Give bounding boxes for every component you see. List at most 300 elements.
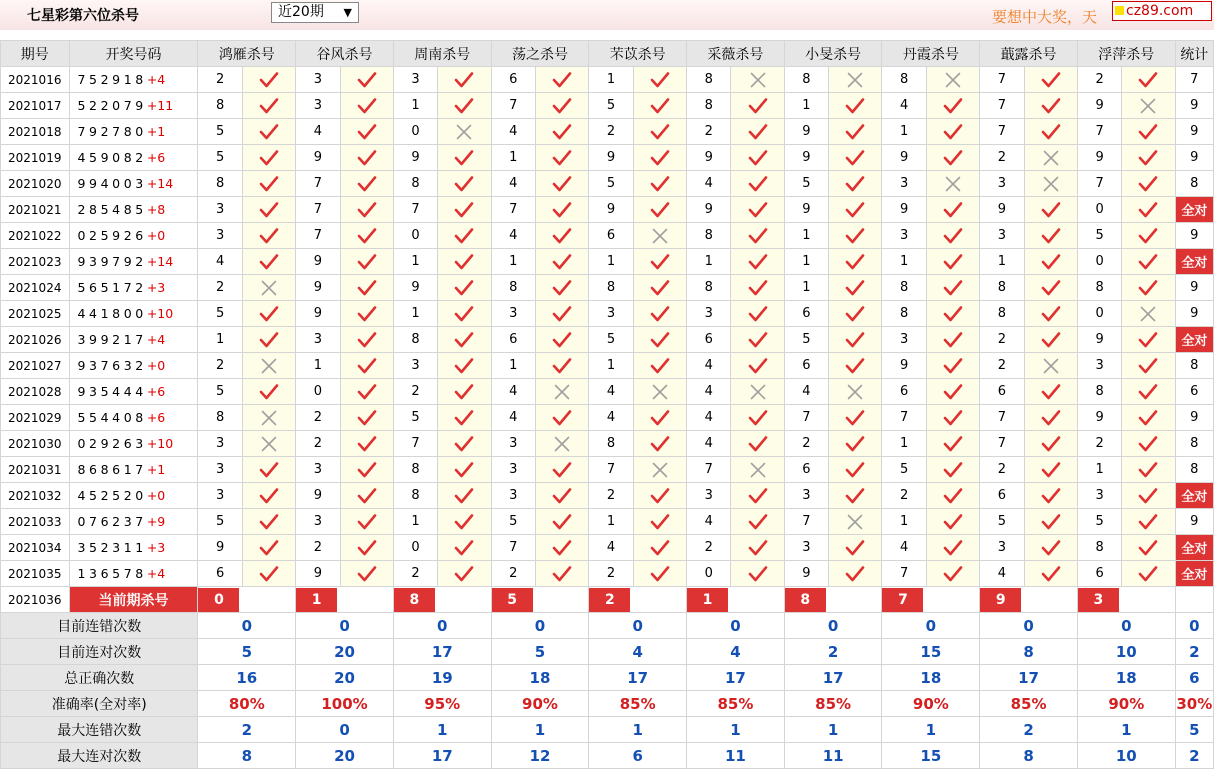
check-icon (259, 461, 279, 479)
column-header[interactable]: 芣苡杀号 (589, 41, 687, 67)
kill-number-cell: 0 (393, 535, 437, 561)
result-cell (438, 353, 491, 379)
kill-number-cell: 2 (589, 561, 633, 587)
draw-digits: 565172 (77, 280, 147, 295)
stat-cell: 9 (1175, 405, 1213, 431)
check-icon (943, 513, 963, 531)
summary-value: 85% (687, 691, 785, 717)
column-header[interactable]: 期号 (1, 41, 70, 67)
result-cell (731, 535, 784, 561)
draw-sum: +4 (146, 332, 166, 347)
result-cell (1024, 483, 1077, 509)
kill-number-cell: 9 (687, 145, 731, 171)
issue-cell: 2021031 (1, 457, 70, 483)
kill-number-cell: 7 (296, 171, 340, 197)
kill-number-cell: 3 (980, 535, 1024, 561)
table-row (1, 535, 1214, 561)
draw-digits: 994003 (77, 176, 147, 191)
check-icon (650, 279, 670, 297)
check-icon (748, 97, 768, 115)
draw-sum: +11 (146, 98, 174, 113)
result-cell (340, 67, 393, 93)
kill-number-cell: 3 (296, 67, 340, 93)
summary-value: 80% (198, 691, 296, 717)
column-header[interactable]: 周南杀号 (393, 41, 491, 67)
check-icon (259, 71, 279, 89)
kill-number-cell: 3 (1077, 353, 1121, 379)
check-icon (943, 409, 963, 427)
result-cell (731, 249, 784, 275)
kill-number-cell: 9 (882, 145, 926, 171)
current-kill-cell (980, 587, 1078, 613)
check-icon (454, 71, 474, 89)
result-cell (242, 171, 295, 197)
result-cell (1024, 405, 1077, 431)
kill-number-cell: 6 (882, 379, 926, 405)
site-badge-text: cz89.com (1126, 3, 1194, 19)
result-cell (1024, 197, 1077, 223)
check-icon (1041, 487, 1061, 505)
current-kill-number: 2 (589, 588, 630, 612)
check-icon (357, 539, 377, 557)
check-icon (259, 383, 279, 401)
kill-number-cell: 9 (1077, 405, 1121, 431)
check-icon (943, 383, 963, 401)
table-row (1, 145, 1214, 171)
cross-icon (845, 513, 865, 531)
kill-number-cell: 3 (491, 301, 535, 327)
kill-number-cell: 3 (980, 171, 1024, 197)
kill-number-cell: 9 (784, 197, 828, 223)
result-cell (633, 457, 686, 483)
check-icon (845, 253, 865, 271)
kill-number-cell: 9 (198, 535, 242, 561)
table-row (1, 405, 1214, 431)
summary-value: 0 (296, 613, 394, 639)
result-cell (731, 67, 784, 93)
summary-value: 1 (882, 717, 980, 743)
result-cell (633, 483, 686, 509)
check-icon (748, 487, 768, 505)
kill-number-cell: 1 (393, 301, 437, 327)
table-row (1, 457, 1214, 483)
summary-value: 17 (784, 665, 882, 691)
result-cell (926, 93, 979, 119)
kill-number-cell: 8 (980, 301, 1024, 327)
summary-value: 85% (980, 691, 1078, 717)
kill-number-cell: 4 (491, 223, 535, 249)
result-cell (731, 327, 784, 353)
kill-number-cell: 9 (393, 275, 437, 301)
kill-number-cell: 9 (784, 145, 828, 171)
check-icon (1041, 227, 1061, 245)
summary-value: 11 (687, 743, 785, 769)
issue-cell: 2021030 (1, 431, 70, 457)
result-cell (926, 67, 979, 93)
summary-value: 15 (882, 743, 980, 769)
kill-number-cell: 8 (784, 67, 828, 93)
result-cell (1122, 119, 1175, 145)
column-header[interactable]: 开奖号码 (69, 41, 198, 67)
column-header[interactable]: 鸿雁杀号 (198, 41, 296, 67)
kill-number-cell: 4 (980, 561, 1024, 587)
check-icon (650, 97, 670, 115)
issue-cell: 2021027 (1, 353, 70, 379)
kill-number-cell: 7 (491, 197, 535, 223)
kill-number-cell: 8 (687, 67, 731, 93)
result-cell (926, 301, 979, 327)
check-icon (748, 357, 768, 375)
result-cell (731, 145, 784, 171)
result-cell (340, 457, 393, 483)
result-cell (242, 483, 295, 509)
kill-number-cell: 6 (589, 223, 633, 249)
draw-sum: +4 (146, 566, 166, 581)
draw-digits: 025926 (77, 228, 147, 243)
result-cell (535, 171, 588, 197)
result-cell (1024, 509, 1077, 535)
result-cell (633, 405, 686, 431)
stat-cell: 7 (1175, 67, 1213, 93)
kill-number-cell: 3 (687, 301, 731, 327)
check-icon (845, 227, 865, 245)
stat-cell: 全对 (1175, 197, 1213, 223)
summary-value: 1 (784, 717, 882, 743)
result-cell (633, 561, 686, 587)
check-icon (650, 539, 670, 557)
result-cell (242, 353, 295, 379)
check-icon (748, 253, 768, 271)
result-cell (926, 561, 979, 587)
result-cell (1024, 119, 1077, 145)
current-kill-number: 8 (394, 588, 435, 612)
kill-number-cell: 8 (980, 275, 1024, 301)
kill-number-cell: 6 (687, 327, 731, 353)
result-cell (926, 327, 979, 353)
summary-value: 10 (1077, 639, 1175, 665)
check-icon (650, 435, 670, 453)
summary-value: 90% (882, 691, 980, 717)
kill-number-cell: 0 (296, 379, 340, 405)
column-header[interactable]: 蕺露杀号 (980, 41, 1078, 67)
check-icon (454, 565, 474, 583)
kill-number-cell: 1 (296, 353, 340, 379)
result-cell (926, 405, 979, 431)
check-icon (845, 487, 865, 505)
summary-value: 20 (296, 665, 394, 691)
result-cell (1122, 561, 1175, 587)
result-cell (829, 171, 882, 197)
kill-number-cell: 7 (296, 197, 340, 223)
result-cell (340, 431, 393, 457)
result-cell (829, 561, 882, 587)
result-cell (242, 145, 295, 171)
kill-number-cell: 2 (1077, 431, 1121, 457)
summary-value: 2 (1175, 639, 1213, 665)
kill-number-cell: 7 (980, 93, 1024, 119)
result-cell (340, 275, 393, 301)
check-icon (650, 71, 670, 89)
summary-value: 5 (1175, 717, 1213, 743)
check-icon (552, 565, 572, 583)
column-header[interactable]: 小旻杀号 (784, 41, 882, 67)
issue-cell: 2021025 (1, 301, 70, 327)
check-icon (1138, 513, 1158, 531)
check-icon (552, 513, 572, 531)
check-icon (357, 123, 377, 141)
result-cell (242, 223, 295, 249)
kill-number-cell: 1 (393, 93, 437, 119)
kill-number-cell: 0 (393, 119, 437, 145)
check-icon (454, 487, 474, 505)
result-cell (242, 301, 295, 327)
summary-value: 15 (882, 639, 980, 665)
kill-number-cell: 8 (393, 171, 437, 197)
draw-digits: 554408 (77, 410, 147, 425)
kill-number-cell: 1 (393, 249, 437, 275)
summary-value: 17 (687, 665, 785, 691)
result-cell (535, 483, 588, 509)
draw-cell (69, 379, 198, 405)
check-icon (650, 357, 670, 375)
result-cell (340, 379, 393, 405)
kill-number-cell: 2 (980, 353, 1024, 379)
site-badge[interactable] (1112, 1, 1212, 21)
summary-label: 目前连错次数 (1, 613, 198, 639)
result-cell (1024, 561, 1077, 587)
check-icon (1138, 123, 1158, 141)
result-cell (1122, 197, 1175, 223)
summary-row (1, 691, 1214, 717)
result-cell (242, 379, 295, 405)
check-icon (943, 357, 963, 375)
current-kill-number: 0 (198, 588, 239, 612)
result-cell (1122, 275, 1175, 301)
kill-number-cell: 2 (589, 483, 633, 509)
summary-value: 19 (393, 665, 491, 691)
check-icon (943, 565, 963, 583)
check-icon (357, 565, 377, 583)
result-cell (926, 171, 979, 197)
cross-icon (1138, 97, 1158, 115)
current-kill-cell (1077, 587, 1175, 613)
draw-cell (69, 327, 198, 353)
check-icon (845, 409, 865, 427)
check-icon (943, 331, 963, 349)
result-cell (633, 93, 686, 119)
kill-number-cell: 3 (882, 223, 926, 249)
table-row (1, 561, 1214, 587)
period-select[interactable] (271, 2, 359, 23)
column-header[interactable]: 谷风杀号 (296, 41, 394, 67)
summary-value: 2 (198, 717, 296, 743)
draw-digits: 076237 (77, 514, 147, 529)
draw-cell (69, 171, 198, 197)
result-cell (340, 93, 393, 119)
kill-number-cell: 1 (784, 223, 828, 249)
result-cell (535, 119, 588, 145)
issue-cell: 2021035 (1, 561, 70, 587)
check-icon (1041, 435, 1061, 453)
draw-digits: 939792 (77, 254, 147, 269)
column-header[interactable]: 浮萍杀号 (1077, 41, 1175, 67)
draw-digits: 136578 (77, 566, 147, 581)
summary-row (1, 613, 1214, 639)
summary-value: 17 (589, 665, 687, 691)
summary-value: 85% (589, 691, 687, 717)
check-icon (259, 97, 279, 115)
draw-sum: +14 (146, 176, 174, 191)
issue-cell: 2021032 (1, 483, 70, 509)
check-icon (259, 149, 279, 167)
result-cell (829, 145, 882, 171)
check-icon (1041, 123, 1061, 141)
kill-number-cell: 8 (589, 275, 633, 301)
check-icon (650, 253, 670, 271)
column-header[interactable]: 荡之杀号 (491, 41, 589, 67)
summary-value: 1 (393, 717, 491, 743)
table-row (1, 93, 1214, 119)
summary-row (1, 743, 1214, 769)
issue-cell: 2021023 (1, 249, 70, 275)
stat-cell: 全对 (1175, 483, 1213, 509)
check-icon (748, 227, 768, 245)
result-cell (829, 509, 882, 535)
check-icon (845, 461, 865, 479)
kill-number-cell: 1 (980, 249, 1024, 275)
stat-cell: 8 (1175, 353, 1213, 379)
result-cell (731, 379, 784, 405)
table-row (1, 301, 1214, 327)
summary-value: 0 (1175, 613, 1213, 639)
kill-number-cell: 3 (687, 483, 731, 509)
summary-value: 0 (491, 613, 589, 639)
check-icon (259, 539, 279, 557)
draw-sum: +3 (146, 540, 166, 555)
check-icon (552, 253, 572, 271)
check-icon (454, 305, 474, 323)
issue-cell: 2021033 (1, 509, 70, 535)
kill-number-cell: 9 (784, 561, 828, 587)
stat-cell: 全对 (1175, 561, 1213, 587)
table-header-row (1, 41, 1214, 67)
summary-value: 90% (491, 691, 589, 717)
check-icon (552, 409, 572, 427)
table-row (1, 275, 1214, 301)
kill-number-cell: 8 (687, 275, 731, 301)
kill-number-cell: 3 (491, 457, 535, 483)
kill-number-cell: 2 (296, 535, 340, 561)
check-icon (259, 513, 279, 531)
check-icon (552, 175, 572, 193)
check-icon (552, 461, 572, 479)
result-cell (535, 457, 588, 483)
kill-number-cell: 1 (784, 93, 828, 119)
summary-value: 0 (296, 717, 394, 743)
check-icon (357, 513, 377, 531)
stat-cell: 全对 (1175, 249, 1213, 275)
summary-label: 总正确次数 (1, 665, 198, 691)
current-kill-cell (491, 587, 589, 613)
result-cell (1122, 93, 1175, 119)
result-cell (1122, 535, 1175, 561)
result-cell (242, 275, 295, 301)
check-icon (454, 227, 474, 245)
column-header[interactable]: 丹霞杀号 (882, 41, 980, 67)
kill-number-cell: 1 (393, 509, 437, 535)
kill-number-cell: 3 (198, 457, 242, 483)
check-icon (943, 97, 963, 115)
result-cell (242, 561, 295, 587)
result-cell (829, 223, 882, 249)
result-cell (1024, 301, 1077, 327)
draw-cell (69, 249, 198, 275)
check-icon (1138, 357, 1158, 375)
kill-number-cell: 8 (687, 223, 731, 249)
result-cell (1024, 431, 1077, 457)
result-cell (242, 67, 295, 93)
current-stat-cell (1175, 587, 1213, 613)
kill-number-cell: 4 (198, 249, 242, 275)
draw-cell (69, 67, 198, 93)
check-icon (357, 97, 377, 115)
kill-number-cell: 8 (393, 327, 437, 353)
kill-number-cell: 4 (784, 379, 828, 405)
check-icon (650, 175, 670, 193)
table-row (1, 379, 1214, 405)
result-cell (535, 405, 588, 431)
check-icon (1138, 539, 1158, 557)
result-cell (1122, 457, 1175, 483)
current-issue-row (1, 587, 1214, 613)
kill-number-cell: 8 (393, 483, 437, 509)
result-cell (438, 119, 491, 145)
cross-icon (1138, 305, 1158, 323)
result-cell (829, 353, 882, 379)
check-icon (454, 331, 474, 349)
check-icon (357, 461, 377, 479)
result-cell (731, 223, 784, 249)
kill-number-cell: 3 (980, 223, 1024, 249)
result-cell (438, 379, 491, 405)
result-cell (926, 145, 979, 171)
cross-icon (845, 71, 865, 89)
kill-number-cell: 3 (784, 483, 828, 509)
kill-number-cell: 7 (980, 405, 1024, 431)
check-icon (748, 435, 768, 453)
cross-icon (552, 435, 572, 453)
check-icon (1138, 253, 1158, 271)
kill-number-cell: 7 (784, 405, 828, 431)
result-cell (1122, 145, 1175, 171)
check-icon (552, 123, 572, 141)
check-icon (1041, 97, 1061, 115)
result-cell (633, 197, 686, 223)
cross-icon (748, 461, 768, 479)
result-cell (829, 483, 882, 509)
check-icon (357, 331, 377, 349)
check-icon (357, 279, 377, 297)
kill-number-cell: 4 (687, 353, 731, 379)
result-cell (926, 457, 979, 483)
kill-number-cell: 8 (393, 457, 437, 483)
kill-number-cell: 5 (980, 509, 1024, 535)
result-cell (731, 405, 784, 431)
result-cell (1024, 457, 1077, 483)
check-icon (748, 331, 768, 349)
column-header[interactable]: 采薇杀号 (687, 41, 785, 67)
column-header[interactable]: 统计 (1175, 41, 1213, 67)
